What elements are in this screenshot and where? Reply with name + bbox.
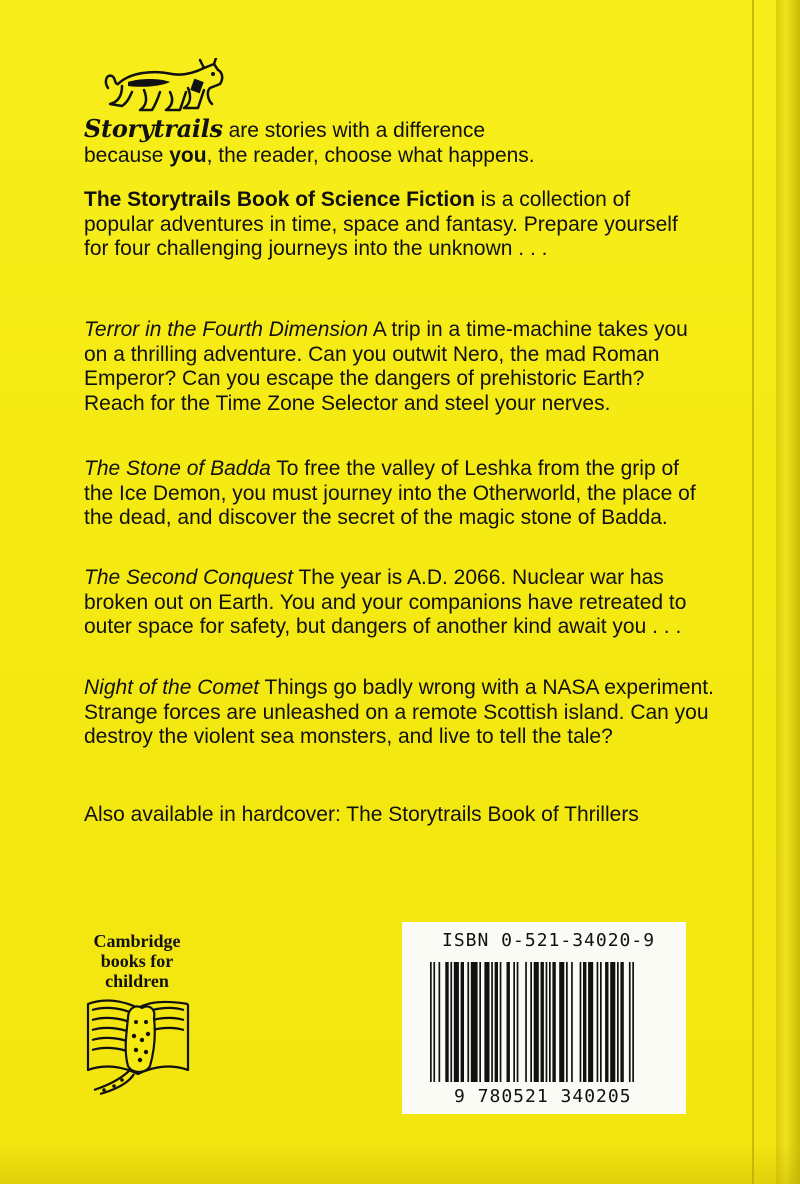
summary-paragraph bbox=[84, 188, 690, 262]
barcode-bar bbox=[546, 962, 548, 1082]
story-3 bbox=[84, 566, 724, 640]
barcode-bar bbox=[479, 962, 481, 1082]
intro-line-2-a: because bbox=[84, 143, 170, 167]
cover-edge bbox=[776, 0, 800, 1184]
barcode-bar bbox=[571, 962, 573, 1082]
barcode-bar bbox=[495, 962, 498, 1082]
barcode-bar bbox=[549, 962, 551, 1082]
intro-emphasis-you: you bbox=[169, 143, 207, 167]
cover-shadow bbox=[0, 1144, 800, 1184]
story-title: Night of the Comet bbox=[84, 676, 260, 699]
barcode-bar bbox=[534, 962, 539, 1082]
barcode-bar bbox=[430, 962, 432, 1082]
leopard-reading-book-icon bbox=[84, 996, 194, 1096]
barcode-bar bbox=[525, 962, 527, 1082]
also-available: Also available in hardcover: The Storytrails Book of Thrillers bbox=[84, 803, 639, 826]
barcode-bar bbox=[588, 962, 593, 1082]
barcode-bar bbox=[552, 962, 555, 1082]
barcode-bar bbox=[559, 962, 564, 1082]
barcode-bar bbox=[566, 962, 568, 1082]
ean-number: 9 780521 340205 bbox=[454, 1086, 632, 1107]
story-title: The Stone of Badda bbox=[84, 457, 271, 480]
publisher-imprint bbox=[78, 931, 196, 991]
barcode-bar bbox=[632, 962, 634, 1082]
story-blurb: The year is A.D. 2066. Nuclear war has broken out on Earth. You and your companions have retreated to outer space for safety, but dangers of another kind await you . . . bbox=[84, 566, 687, 638]
isbn-number: ISBN 0-521-34020-9 bbox=[442, 930, 656, 951]
barcode-bar bbox=[530, 962, 532, 1082]
storytrails-creature-logo-icon bbox=[100, 58, 230, 114]
barcode-bar bbox=[583, 962, 586, 1082]
summary-text: is a collection of popular adventures in time, space and fantasy. Prepare yourself for four challenging journeys into the unknown . . . bbox=[84, 188, 678, 260]
publisher-line-3: children bbox=[105, 971, 169, 991]
barcode-bar bbox=[484, 962, 489, 1082]
barcode-bars bbox=[430, 962, 678, 1082]
publisher-line-1: Cambridge bbox=[93, 931, 181, 951]
intro-line-2-b: , the reader, choose what happens. bbox=[206, 143, 535, 167]
barcode-bar bbox=[433, 962, 435, 1082]
story-blurb: A trip in a time-machine takes you on a thrilling adventure. Can you outwit Nero, the mad Roman Emperor? Can you escape the dangers of prehistoric Earth? Reach for the Time Zone Selector and steel your nerves. bbox=[84, 318, 688, 415]
barcode-bar bbox=[610, 962, 615, 1082]
barcode-bar bbox=[454, 962, 459, 1082]
cover-hinge-line bbox=[752, 0, 754, 1184]
barcode-bar bbox=[439, 962, 441, 1082]
book-title: The Storytrails Book of Science Fiction bbox=[84, 188, 475, 211]
story-blurb: Things go badly wrong with a NASA experiment. Strange forces are unleashed on a remote Scottish island. Can you destroy the violent sea monsters, and live to tell the tale? bbox=[84, 676, 714, 748]
barcode-bar bbox=[620, 962, 623, 1082]
story-title: The Second Conquest bbox=[84, 566, 293, 589]
barcode-bar bbox=[517, 962, 519, 1082]
barcode-bar bbox=[500, 962, 502, 1082]
barcode-bar bbox=[617, 962, 619, 1082]
barcode-bar bbox=[580, 962, 582, 1082]
barcode-label bbox=[402, 922, 686, 1114]
barcode-bar bbox=[597, 962, 599, 1082]
barcode-bar bbox=[513, 962, 515, 1082]
barcode-bar bbox=[461, 962, 464, 1082]
intro-line-1: are stories with a difference bbox=[222, 119, 485, 142]
barcode-bar bbox=[491, 962, 493, 1082]
publisher-line-2: books for bbox=[100, 951, 174, 971]
story-2 bbox=[84, 457, 698, 531]
intro-paragraph bbox=[84, 114, 684, 168]
barcode-bar bbox=[471, 962, 478, 1082]
storytrails-brand: Storytrails bbox=[84, 114, 223, 143]
barcode-bar bbox=[445, 962, 448, 1082]
story-4 bbox=[84, 676, 724, 750]
story-title: Terror in the Fourth Dimension bbox=[84, 318, 369, 341]
barcode-bar bbox=[467, 962, 469, 1082]
barcode-bar bbox=[629, 962, 631, 1082]
story-1 bbox=[84, 318, 698, 416]
barcode-bar bbox=[450, 962, 452, 1082]
story-blurb: To free the valley of Leshka from the grip of the Ice Demon, you must journey into the Otherworld, the place of the dead, and discover the secret of the magic stone of Badda. bbox=[84, 457, 696, 529]
barcode-bar bbox=[600, 962, 602, 1082]
barcode-bar bbox=[605, 962, 608, 1082]
barcode-bar bbox=[541, 962, 544, 1082]
barcode-bar bbox=[507, 962, 510, 1082]
